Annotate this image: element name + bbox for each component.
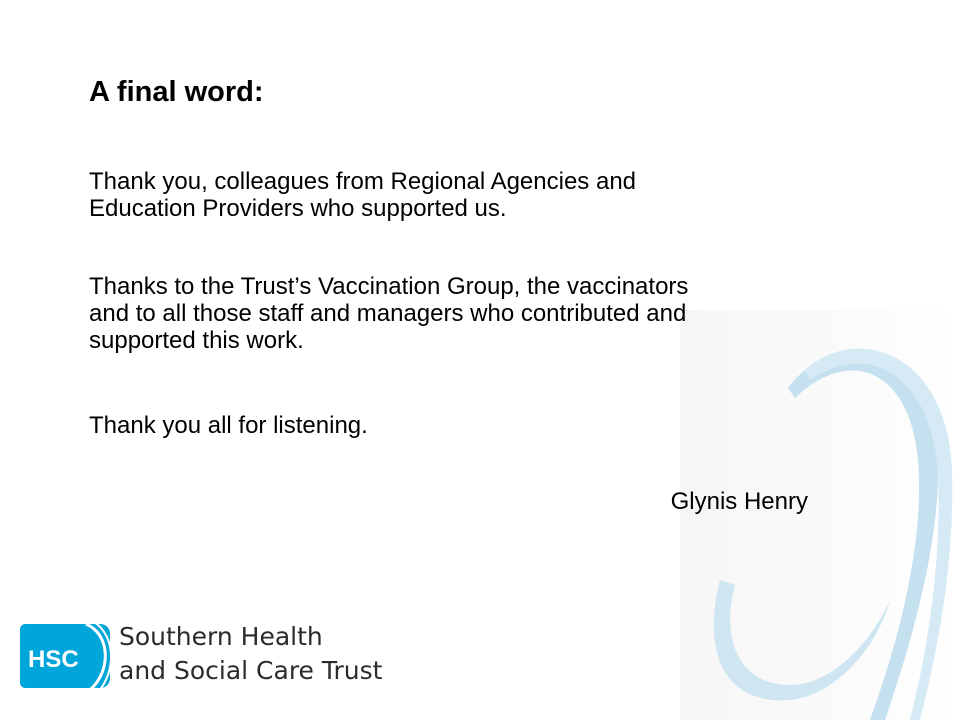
closing-line: Thank you all for listening. <box>89 412 368 439</box>
paragraph-line: Thank you, colleagues from Regional Agencies and <box>89 168 637 195</box>
trust-logo <box>20 618 383 698</box>
logo-mark-text: HSC <box>28 646 79 673</box>
signature: Glynis Henry <box>670 488 808 515</box>
thank-you-paragraph <box>89 168 636 222</box>
thanks-paragraph <box>89 273 688 354</box>
paragraph-line: Education Providers who supported us. <box>89 195 507 222</box>
paragraph-line: Thanks to the Trust’s Vaccination Group, the vaccinators <box>89 273 689 300</box>
trust-name-line-2: and Social Care Trust <box>119 656 383 685</box>
trust-name-line-1: Southern Health <box>119 622 323 651</box>
trust-name <box>119 620 382 688</box>
paragraph-line: supported this work. <box>89 327 304 354</box>
hsc-logo-icon <box>20 618 110 694</box>
paragraph-line: and to all those staff and managers who contributed and <box>89 300 687 327</box>
slide-title: A final word: <box>89 76 264 108</box>
